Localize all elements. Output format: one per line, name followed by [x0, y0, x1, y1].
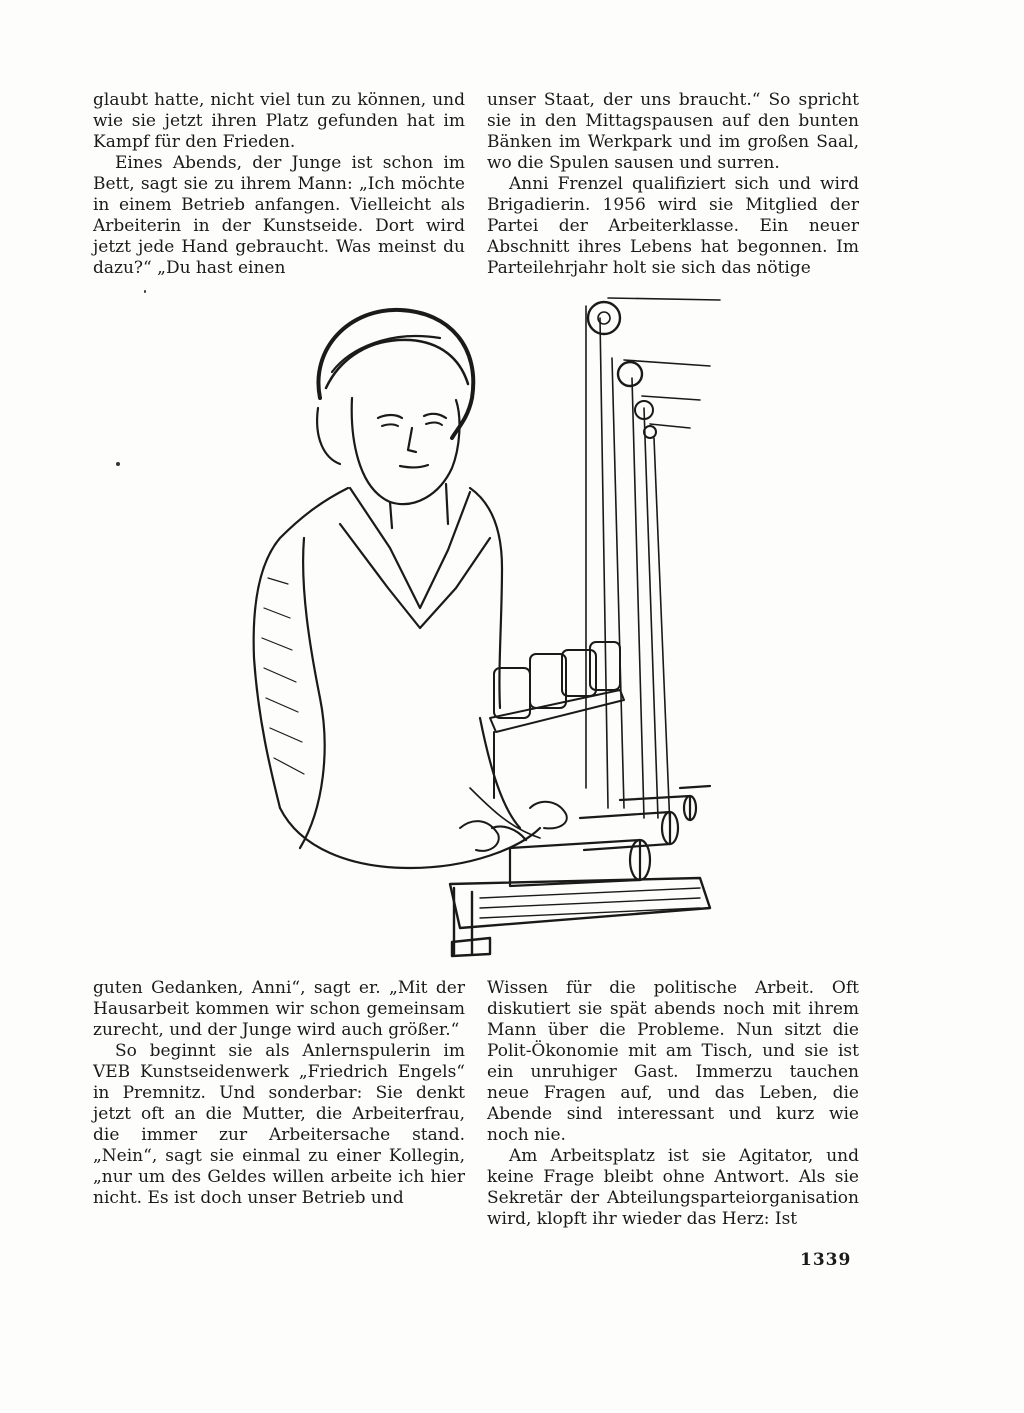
paragraph: So beginnt sie als Anlernspulerin im VEB Kunstseidenwerk „Friedrich Engels“ in Premnitz. Und sonderbar: Sie denkt jetzt oft an die Mutter, die Arbeiterfrau, die immer zur Arbeitersache stand. „Nein“, sagt sie einmal zu einer Kollegin, „nur um des Geldes willen arbeite ich hier nicht. Es ist doch unser Betrieb und [93, 1041, 465, 1208]
woman-head [317, 310, 473, 528]
dress-shading [262, 578, 304, 774]
text-column-bottom-left [93, 978, 465, 1209]
paragraph: unser Staat, der uns braucht.“ So spricht sie in den Mittagspausen auf den bunten Bänken im Werkpark und im großen Saal, wo die Spulen sausen und surren. [487, 90, 859, 173]
text-column-bottom-right [487, 978, 859, 1230]
text-column-top-right [487, 90, 859, 279]
paragraph: Am Arbeitsplatz ist sie Agitator, und keine Frage bleibt ohne Antwort. Als sie Sekretär der Abteilungsparteiorganisation wird, klopft ihr wieder das Herz: Ist [487, 1146, 859, 1229]
front-spools [510, 786, 710, 886]
machine-base [450, 878, 710, 956]
paragraph: guten Gedanken, Anni“, sagt er. „Mit der Hausarbeit kommen wir schon gemeinsam zurecht, und der Junge wird auch größer.“ [93, 978, 465, 1040]
illustration-woman-at-spinning-machine [240, 288, 740, 960]
bobbins-shelf [490, 642, 624, 798]
print-speck [144, 290, 146, 293]
woman-body [254, 488, 540, 868]
hands [460, 802, 567, 851]
page-number: 1339 [800, 1250, 852, 1270]
machine-spindles [586, 298, 720, 828]
print-speck [116, 462, 120, 466]
paragraph: Wissen für die politische Arbeit. Oft diskutiert sie spät abends noch mit ihrem Mann über die Probleme. Nun sitzt die Polit-Ökonomie mit am Tisch, und sie ist ein unruhiger Gast. Immerzu tauchen neue Fragen auf, und das Leben, die Abende sind interessant und kurz wie noch nie. [487, 978, 859, 1145]
paragraph: glaubt hatte, nicht viel tun zu können, und wie sie jetzt ihren Platz gefunden hat im Kampf für den Frieden. [93, 90, 465, 152]
text-column-top-left [93, 90, 465, 279]
paragraph: Anni Frenzel qualifiziert sich und wird Brigadierin. 1956 wird sie Mitglied der Partei der Arbeiterklasse. Ein neuer Abschnitt ihres Lebens hat begonnen. Im Parteilehrjahr holt sie sich das nötige [487, 174, 859, 278]
paragraph: Eines Abends, der Junge ist schon im Bett, sagt sie zu ihrem Mann: „Ich möchte in einem Betrieb anfangen. Vielleicht als Arbeiterin in der Kunstseide. Dort wird jetzt jede Hand gebraucht. Was meinst du dazu?“ „Du hast einen [93, 153, 465, 278]
